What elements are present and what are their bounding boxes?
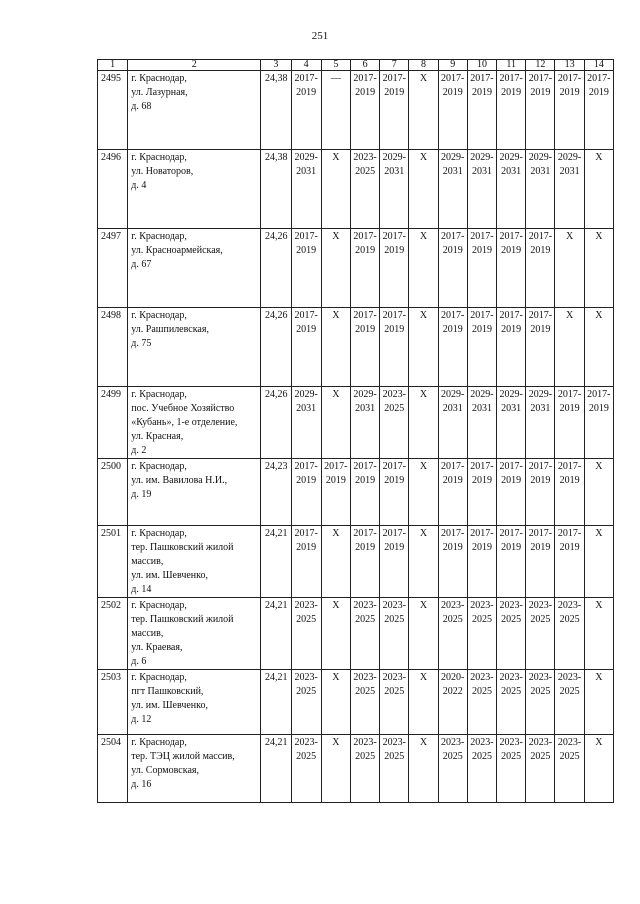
col-header: 8: [409, 60, 438, 71]
period-cell: 2017- 2019: [526, 526, 555, 598]
period-cell: Х: [584, 670, 613, 735]
period-cell: 2023- 2025: [467, 735, 496, 803]
period-cell: 2029- 2031: [526, 150, 555, 229]
period-cell: Х: [321, 150, 350, 229]
period-cell: 2029- 2031: [555, 150, 584, 229]
period-cell: 2023- 2025: [380, 387, 409, 459]
period-cell: 2017- 2019: [380, 308, 409, 387]
period-cell: Х: [555, 308, 584, 387]
period-cell: 2017- 2019: [526, 308, 555, 387]
header-row: [98, 60, 614, 71]
period-cell: 2017- 2019: [584, 387, 613, 459]
row-number: 2501: [98, 526, 128, 598]
period-cell: Х: [584, 526, 613, 598]
period-cell: Х: [409, 670, 438, 735]
period-cell: 2017- 2019: [291, 526, 321, 598]
period-cell: 2023- 2025: [438, 735, 467, 803]
period-cell: Х: [409, 598, 438, 670]
period-cell: Х: [321, 670, 350, 735]
period-cell: 2029- 2031: [467, 387, 496, 459]
period-cell: 2017- 2019: [321, 459, 350, 526]
period-cell: 2017- 2019: [467, 459, 496, 526]
period-cell: 2017- 2019: [467, 229, 496, 308]
value-cell: 24,26: [261, 308, 291, 387]
period-cell: 2029- 2031: [497, 387, 526, 459]
period-cell: Х: [409, 229, 438, 308]
period-cell: 2023- 2025: [497, 598, 526, 670]
period-cell: 2017- 2019: [291, 71, 321, 150]
period-cell: 2017- 2019: [350, 71, 379, 150]
period-cell: 2017- 2019: [584, 71, 613, 150]
table-row: [98, 459, 614, 526]
period-cell: 2023- 2025: [555, 735, 584, 803]
period-cell: 2023- 2025: [380, 670, 409, 735]
table-row: [98, 71, 614, 150]
address-cell: г. Краснодар, ул. Рашпилевская, д. 75: [128, 308, 261, 387]
period-cell: 2029- 2031: [497, 150, 526, 229]
page-number: 251: [311, 30, 329, 42]
period-cell: 2023- 2025: [497, 670, 526, 735]
period-cell: 2017- 2019: [380, 229, 409, 308]
period-cell: 2023- 2025: [438, 598, 467, 670]
period-cell: 2017- 2019: [497, 71, 526, 150]
col-header: 9: [438, 60, 467, 71]
value-cell: 24,38: [261, 71, 291, 150]
period-cell: Х: [409, 735, 438, 803]
period-cell: 2023- 2025: [350, 670, 379, 735]
col-header: 2: [128, 60, 261, 71]
table-row: [98, 229, 614, 308]
period-cell: 2017- 2019: [380, 526, 409, 598]
table-row: [98, 387, 614, 459]
period-cell: Х: [321, 598, 350, 670]
period-cell: Х: [321, 308, 350, 387]
address-cell: г. Краснодар, тер. Пашковский жилой массив, ул. им. Шевченко, д. 14: [128, 526, 261, 598]
register-table: [97, 59, 614, 803]
col-header: 13: [555, 60, 584, 71]
address-cell: г. Краснодар, пос. Учебное Хозяйство «Кубань», 1-е отделение, ул. Красная, д. 2: [128, 387, 261, 459]
period-cell: 2023- 2025: [291, 598, 321, 670]
period-cell: Х: [584, 150, 613, 229]
period-cell: Х: [409, 526, 438, 598]
value-cell: 24,38: [261, 150, 291, 229]
period-cell: 2017- 2019: [380, 71, 409, 150]
period-cell: 2017- 2019: [555, 71, 584, 150]
address-cell: г. Краснодар, ул. им. Вавилова Н.И., д. 19: [128, 459, 261, 526]
period-cell: 2023- 2025: [350, 150, 379, 229]
period-cell: 2023- 2025: [526, 670, 555, 735]
period-cell: 2023- 2025: [467, 598, 496, 670]
row-number: 2498: [98, 308, 128, 387]
period-cell: 2017- 2019: [497, 229, 526, 308]
period-cell: 2029- 2031: [526, 387, 555, 459]
period-cell: —: [321, 71, 350, 150]
period-cell: 2023- 2025: [291, 735, 321, 803]
row-number: 2502: [98, 598, 128, 670]
period-cell: 2017- 2019: [350, 526, 379, 598]
address-cell: г. Краснодар, ул. Красноармейская, д. 67: [128, 229, 261, 308]
period-cell: Х: [584, 308, 613, 387]
period-cell: 2029- 2031: [350, 387, 379, 459]
period-cell: 2017- 2019: [555, 459, 584, 526]
table-row: [98, 150, 614, 229]
value-cell: 24,21: [261, 598, 291, 670]
period-cell: 2029- 2031: [291, 150, 321, 229]
period-cell: 2017- 2019: [291, 229, 321, 308]
period-cell: Х: [409, 71, 438, 150]
row-number: 2497: [98, 229, 128, 308]
period-cell: 2020- 2022: [438, 670, 467, 735]
row-number: 2499: [98, 387, 128, 459]
col-header: 6: [350, 60, 379, 71]
col-header: 14: [584, 60, 613, 71]
period-cell: 2023- 2025: [467, 670, 496, 735]
value-cell: 24,26: [261, 387, 291, 459]
table-row: [98, 670, 614, 735]
period-cell: Х: [321, 229, 350, 308]
period-cell: 2023- 2025: [555, 598, 584, 670]
period-cell: 2023- 2025: [526, 735, 555, 803]
value-cell: 24,21: [261, 526, 291, 598]
table-row: [98, 735, 614, 803]
row-number: 2495: [98, 71, 128, 150]
value-cell: 24,21: [261, 735, 291, 803]
period-cell: 2017- 2019: [438, 526, 467, 598]
period-cell: 2023- 2025: [380, 598, 409, 670]
period-cell: 2023- 2025: [350, 735, 379, 803]
row-number: 2496: [98, 150, 128, 229]
period-cell: 2029- 2031: [467, 150, 496, 229]
period-cell: 2017- 2019: [497, 308, 526, 387]
period-cell: 2017- 2019: [291, 308, 321, 387]
period-cell: 2017- 2019: [291, 459, 321, 526]
period-cell: Х: [409, 308, 438, 387]
row-number: 2503: [98, 670, 128, 735]
period-cell: 2029- 2031: [438, 387, 467, 459]
col-header: 7: [380, 60, 409, 71]
period-cell: 2017- 2019: [380, 459, 409, 526]
col-header: 1: [98, 60, 128, 71]
period-cell: 2017- 2019: [438, 459, 467, 526]
period-cell: 2029- 2031: [380, 150, 409, 229]
col-header: 11: [497, 60, 526, 71]
col-header: 10: [467, 60, 496, 71]
period-cell: 2023- 2025: [350, 598, 379, 670]
period-cell: 2023- 2025: [497, 735, 526, 803]
table-row: [98, 526, 614, 598]
period-cell: Х: [584, 735, 613, 803]
col-header: 4: [291, 60, 321, 71]
period-cell: 2023- 2025: [291, 670, 321, 735]
col-header: 5: [321, 60, 350, 71]
period-cell: Х: [409, 459, 438, 526]
address-cell: г. Краснодар, ул. Лазурная, д. 68: [128, 71, 261, 150]
period-cell: 2029- 2031: [438, 150, 467, 229]
address-cell: г. Краснодар, тер. Пашковский жилой массив, ул. Краевая, д. 6: [128, 598, 261, 670]
period-cell: 2017- 2019: [526, 71, 555, 150]
period-cell: Х: [321, 387, 350, 459]
period-cell: 2023- 2025: [526, 598, 555, 670]
period-cell: 2017- 2019: [438, 229, 467, 308]
table-row: [98, 598, 614, 670]
period-cell: 2023- 2025: [555, 670, 584, 735]
period-cell: 2017- 2019: [438, 71, 467, 150]
period-cell: 2017- 2019: [526, 229, 555, 308]
row-number: 2504: [98, 735, 128, 803]
period-cell: 2017- 2019: [555, 526, 584, 598]
value-cell: 24,23: [261, 459, 291, 526]
period-cell: 2017- 2019: [350, 229, 379, 308]
period-cell: 2017- 2019: [497, 459, 526, 526]
period-cell: 2017- 2019: [497, 526, 526, 598]
period-cell: Х: [584, 229, 613, 308]
period-cell: Х: [409, 150, 438, 229]
period-cell: 2017- 2019: [467, 71, 496, 150]
period-cell: 2017- 2019: [350, 308, 379, 387]
period-cell: Х: [321, 526, 350, 598]
period-cell: Х: [584, 598, 613, 670]
col-header: 12: [526, 60, 555, 71]
value-cell: 24,26: [261, 229, 291, 308]
period-cell: 2017- 2019: [526, 459, 555, 526]
period-cell: 2017- 2019: [467, 526, 496, 598]
period-cell: 2029- 2031: [291, 387, 321, 459]
col-header: 3: [261, 60, 291, 71]
address-cell: г. Краснодар, пгт Пашковский, ул. им. Шевченко, д. 12: [128, 670, 261, 735]
period-cell: Х: [321, 735, 350, 803]
period-cell: 2023- 2025: [380, 735, 409, 803]
period-cell: Х: [555, 229, 584, 308]
period-cell: 2017- 2019: [438, 308, 467, 387]
period-cell: Х: [584, 459, 613, 526]
period-cell: 2017- 2019: [467, 308, 496, 387]
period-cell: 2017- 2019: [555, 387, 584, 459]
period-cell: Х: [409, 387, 438, 459]
period-cell: 2017- 2019: [350, 459, 379, 526]
address-cell: г. Краснодар, тер. ТЭЦ жилой массив, ул. Сормовская, д. 16: [128, 735, 261, 803]
address-cell: г. Краснодар, ул. Новаторов, д. 4: [128, 150, 261, 229]
row-number: 2500: [98, 459, 128, 526]
table-row: [98, 308, 614, 387]
value-cell: 24,21: [261, 670, 291, 735]
